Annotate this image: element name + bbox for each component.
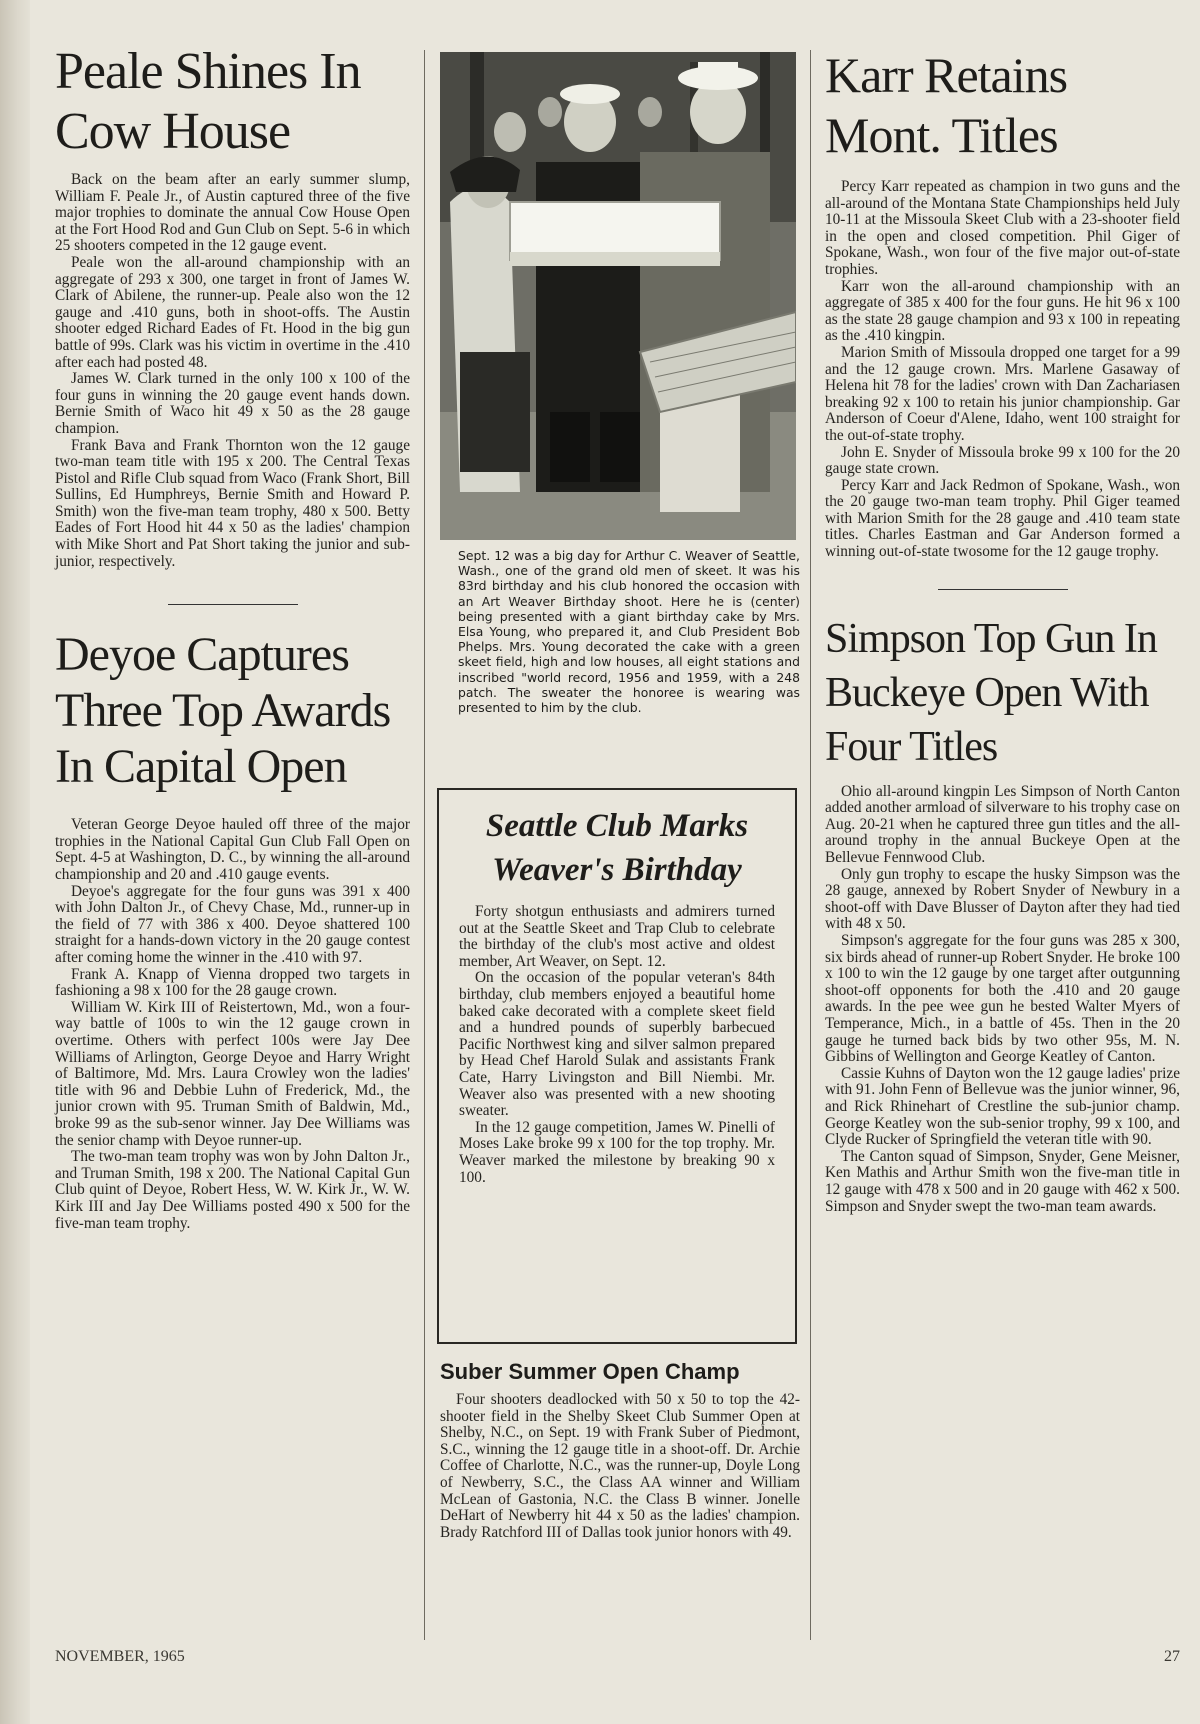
- simpson-headline: Simpson Top Gun In Buckeye Open With Four Titles: [825, 615, 1157, 770]
- suber-paragraph-1: Four shooters deadlocked with 50 x 50 to top the 42-shooter field in the Shelby Skeet Club Summer Open at Shelby, N.C., on Sept. 19 with Frank Suber of Piedmont, S.C., winning the 12 gauge title in a shoot-off. Dr. Archie Coffee of Charlotte, N.C., was the runner-up, Doyle Long of Newberry, S.C., the Class AA winner and William McLean of Gastonia, N.C. the Class B winner. Jonelle DeHart of Newberry hit 44 x 50 as the ladies' champion. Brady Ratchford III of Dallas took junior honors with 49.: [440, 1391, 800, 1541]
- page-number: 27: [1164, 1648, 1180, 1665]
- photo-caption: Sept. 12 was a big day for Arthur C. Weaver of Seattle, Wash., one of the grand old men of skeet. It was his 83rd birthday and his club honored the occasion with an Art Weaver Birthday shoot. Here he is (center) being presented with a giant birthday cake by Mrs. Elsa Young, who prepared it, and Club President Bob Phelps. Mrs. Young decorated the cake with a green skeet field, high and low houses, all eight stations and inscribed "world record, 1956 and 1959, with a 248 patch. The sweater the honoree is wearing was presented to him by the club.: [458, 548, 800, 716]
- peale-article-body: [55, 172, 410, 570]
- birthday-photo: [440, 52, 796, 540]
- seattle-paragraph-1: Forty shotgun enthusiasts and admirers turned out at the Seattle Skeet and Trap Club to celebrate the birthday of the club's most active and oldest member, Art Weaver, on Sept. 12.: [459, 903, 775, 970]
- article-separator: [938, 589, 1068, 590]
- simpson-paragraph-2: Only gun trophy to escape the husky Simpson was the 28 gauge, annexed by Robert Snyder of Newbury in a shoot-off with Dave Blusser of Dayton after they had tied with 48 x 50.: [825, 865, 1180, 933]
- karr-headline: Karr Retains Mont. Titles: [825, 47, 1068, 163]
- suber-article: [440, 1358, 800, 1541]
- column-rule-right: [810, 50, 811, 1640]
- simpson-paragraph-4: Cassie Kuhns of Dayton won the 12 gauge ladies' prize with 91. John Fenn of Bellevue was the junior winner, 96, and Rick Rhinehart of Crestline the sub-junior champ. George Keatley won the sub-senior trophy, 99 x 100, and Clyde Rucker of Springfield the veteran title with 90.: [825, 1064, 1180, 1149]
- karr-paragraph-4: John E. Snyder of Missoula broke 99 x 100 for the 20 gauge state crown.: [825, 443, 1180, 478]
- karr-article-body: [825, 179, 1180, 561]
- deyoe-headline: Deyoe Captures Three Top Awards In Capital Open: [55, 628, 391, 794]
- deyoe-paragraph-1: Veteran George Deyoe hauled off three of the major trophies in the National Capital Gun Club Fall Open on Sept. 4-5 at Washington, D. C., by winning the all-around championship and 20 and .410 gauge events.: [55, 816, 410, 884]
- seattle-article-box: [437, 788, 797, 1344]
- deyoe-paragraph-2: Deyoe's aggregate for the four guns was 391 x 400 with John Dalton Jr., of Chevy Chase, Md., runner-up in the field of 77 with 386 x 400. Deyoe shattered 100 straight for a hands-down victory in the 20 gauge contest after coming home the winner in the .410 with 97.: [55, 882, 410, 966]
- peale-headline: Peale Shines In Cow House: [55, 43, 361, 160]
- karr-paragraph-5: Percy Karr and Jack Redmon of Spokane, Wash., won the 20 gauge two-man team trophy. Phil Giger teamed with Marion Smith for the 28 gauge and .410 team state titles. Charles Eastman and Gar Anderson formed a winning out-of-state twosome for the 12 gauge trophy.: [825, 476, 1180, 561]
- deyoe-paragraph-5: The two-man team trophy was won by John Dalton Jr., and Truman Smith, 198 x 200. The National Capital Gun Club quint of Deyoe, Robert Hess, W. W. Kirk Jr., W. W. Kirk III and Jay Dee Williams posted 490 x 500 for the five-man team trophy.: [55, 1148, 410, 1232]
- simpson-article-body: [825, 784, 1180, 1215]
- karr-paragraph-2: Karr won the all-around championship with an aggregate of 385 x 400 for the four guns. He hit 96 x 100 as the state 28 gauge champion and 93 x 100 in repeating as the .410 kingpin.: [825, 277, 1180, 345]
- column-right: [825, 0, 1180, 1215]
- simpson-paragraph-1: Ohio all-around kingpin Les Simpson of North Canton added another armload of silverware to his trophy case on Aug. 20-21 when he captured three gun titles and the all-around trophy in the annual Buckeye Open at the Bellevue Fennwood Club.: [825, 782, 1180, 867]
- simpson-paragraph-5: The Canton squad of Simpson, Snyder, Gene Meisner, Ken Mathis and Arthur Smith won the five-man title in 12 gauge with 478 x 500 and in 20 gauge with 462 x 500. Simpson and Snyder swept the two-man team awards.: [825, 1147, 1180, 1215]
- birthday-photo-illustration: [440, 52, 796, 540]
- deyoe-paragraph-4: William W. Kirk III of Reistertown, Md., won a four-way battle of 100s to win the 12 gauge crown in overtime. Others with perfect 100s were Jay Dee Williams of Arlington, George Deyoe and Harry Wright of Baltimore, Md. Mrs. Laura Crowley won the ladies' title with 96 and Debbie Luhn of Frederick, Md., the junior crown with 95. Truman Smith of Baldwin, Md., broke 99 as the sub-senor winner. Jay Dee Williams was the senior champ with Deyoe runner-up.: [55, 998, 410, 1149]
- simpson-paragraph-3: Simpson's aggregate for the four guns was 285 x 300, six birds ahead of runner-up Robert Snyder. He broke 100 x 100 to win the 12 gauge by one target after outgunning shoot-off opponents for both the .410 and 20 gauge awards. In the pee wee gun he bested Walter Myers of Temperance, Mich., in a battle of 45s. Then in the 20 gauge he turned back bids by two other 95s, M. N. Gibbins of Wellington and George Keatley of Canton.: [825, 932, 1180, 1066]
- deyoe-article-body: [55, 817, 410, 1232]
- deyoe-paragraph-3: Frank A. Knapp of Vienna dropped two targets in fashioning a 98 x 100 for the 28 gauge crown.: [55, 965, 410, 1000]
- suber-headline: Suber Summer Open Champ: [440, 1359, 740, 1384]
- karr-paragraph-1: Percy Karr repeated as champion in two guns and the all-around of the Montana State Championships held July 10-11 at the Missoula Skeet Club with a 23-shooter field in the open and closed competition. Phil Giger of Spokane, Wash., won four of the five major out-of-state trophies.: [825, 178, 1180, 278]
- seattle-headline: Seattle Club Marks Weaver's Birthday: [485, 808, 749, 888]
- column-rule-left: [424, 50, 425, 1640]
- peale-paragraph-1: Back on the beam after an early summer slump, William F. Peale Jr., of Austin captured three of the five major trophies to dominate the annual Cow House Open at the Fort Hood Rod and Gun Club on Sept. 5-6 in which 25 shooters competed in the 12 gauge event.: [55, 171, 410, 255]
- column-left: [55, 0, 410, 1232]
- seattle-paragraph-2: On the occasion of the popular veteran's 84th birthday, club members enjoyed a beautiful home baked cake decorated with a complete skeet field and a hundred pounds of superbly barbecued Pacific Northwest king and silver salmon prepared by Head Chef Harold Sulak and assistants Frank Cate, Harry Livingston and Bill Niembi. Mr. Weaver also was presented with a new shooting sweater.: [459, 969, 775, 1120]
- page-binding-gutter: [0, 0, 30, 1724]
- peale-paragraph-2: Peale won the all-around championship with an aggregate of 293 x 300, one target in front of James W. Clark of Abilene, the runner-up. Peale also won the 12 gauge and .410 guns, both in shoot-offs. The Austin shooter edged Richard Eades of Ft. Hood in the big gun battle of 99s. Clark was his victim in overtime in the .410 after each had posted 48.: [55, 253, 410, 371]
- seattle-paragraph-3: In the 12 gauge competition, James W. Pinelli of Moses Lake broke 99 x 100 for the top trophy. Mr. Weaver marked the milestone by breaking 90 x 100.: [459, 1118, 775, 1186]
- karr-paragraph-3: Marion Smith of Missoula dropped one target for a 99 and the 12 gauge crown. Mrs. Marlene Gasaway of Helena hit 78 for the ladies' crown with Dan Zachariasen breaking 92 x 100 to retain his junior championship. Gar Anderson of Coeur d'Alene, Idaho, went 100 straight for the out-of-state trophy.: [825, 343, 1180, 444]
- article-separator: [168, 604, 298, 605]
- peale-paragraph-3: James W. Clark turned in the only 100 x 100 of the four guns in winning the 20 gauge event hands down. Bernie Smith of Waco hit 49 x 50 as the 28 gauge champion.: [55, 370, 410, 437]
- peale-paragraph-4: Frank Bava and Frank Thornton won the 12 gauge two-man team title with 195 x 200. The Central Texas Pistol and Rifle Club squad from Waco (Frank Short, Bill Sullins, Ed Humphreys, Bernie Smith and Howard P. Smith) won the five-man team trophy, 480 x 500. Betty Eades of Fort Hood hit 44 x 50 as the ladies' champion with Mike Short and Pat Short taking the junior and sub-junior, respectively.: [55, 436, 410, 570]
- footer-date: NOVEMBER, 1965: [55, 1648, 185, 1665]
